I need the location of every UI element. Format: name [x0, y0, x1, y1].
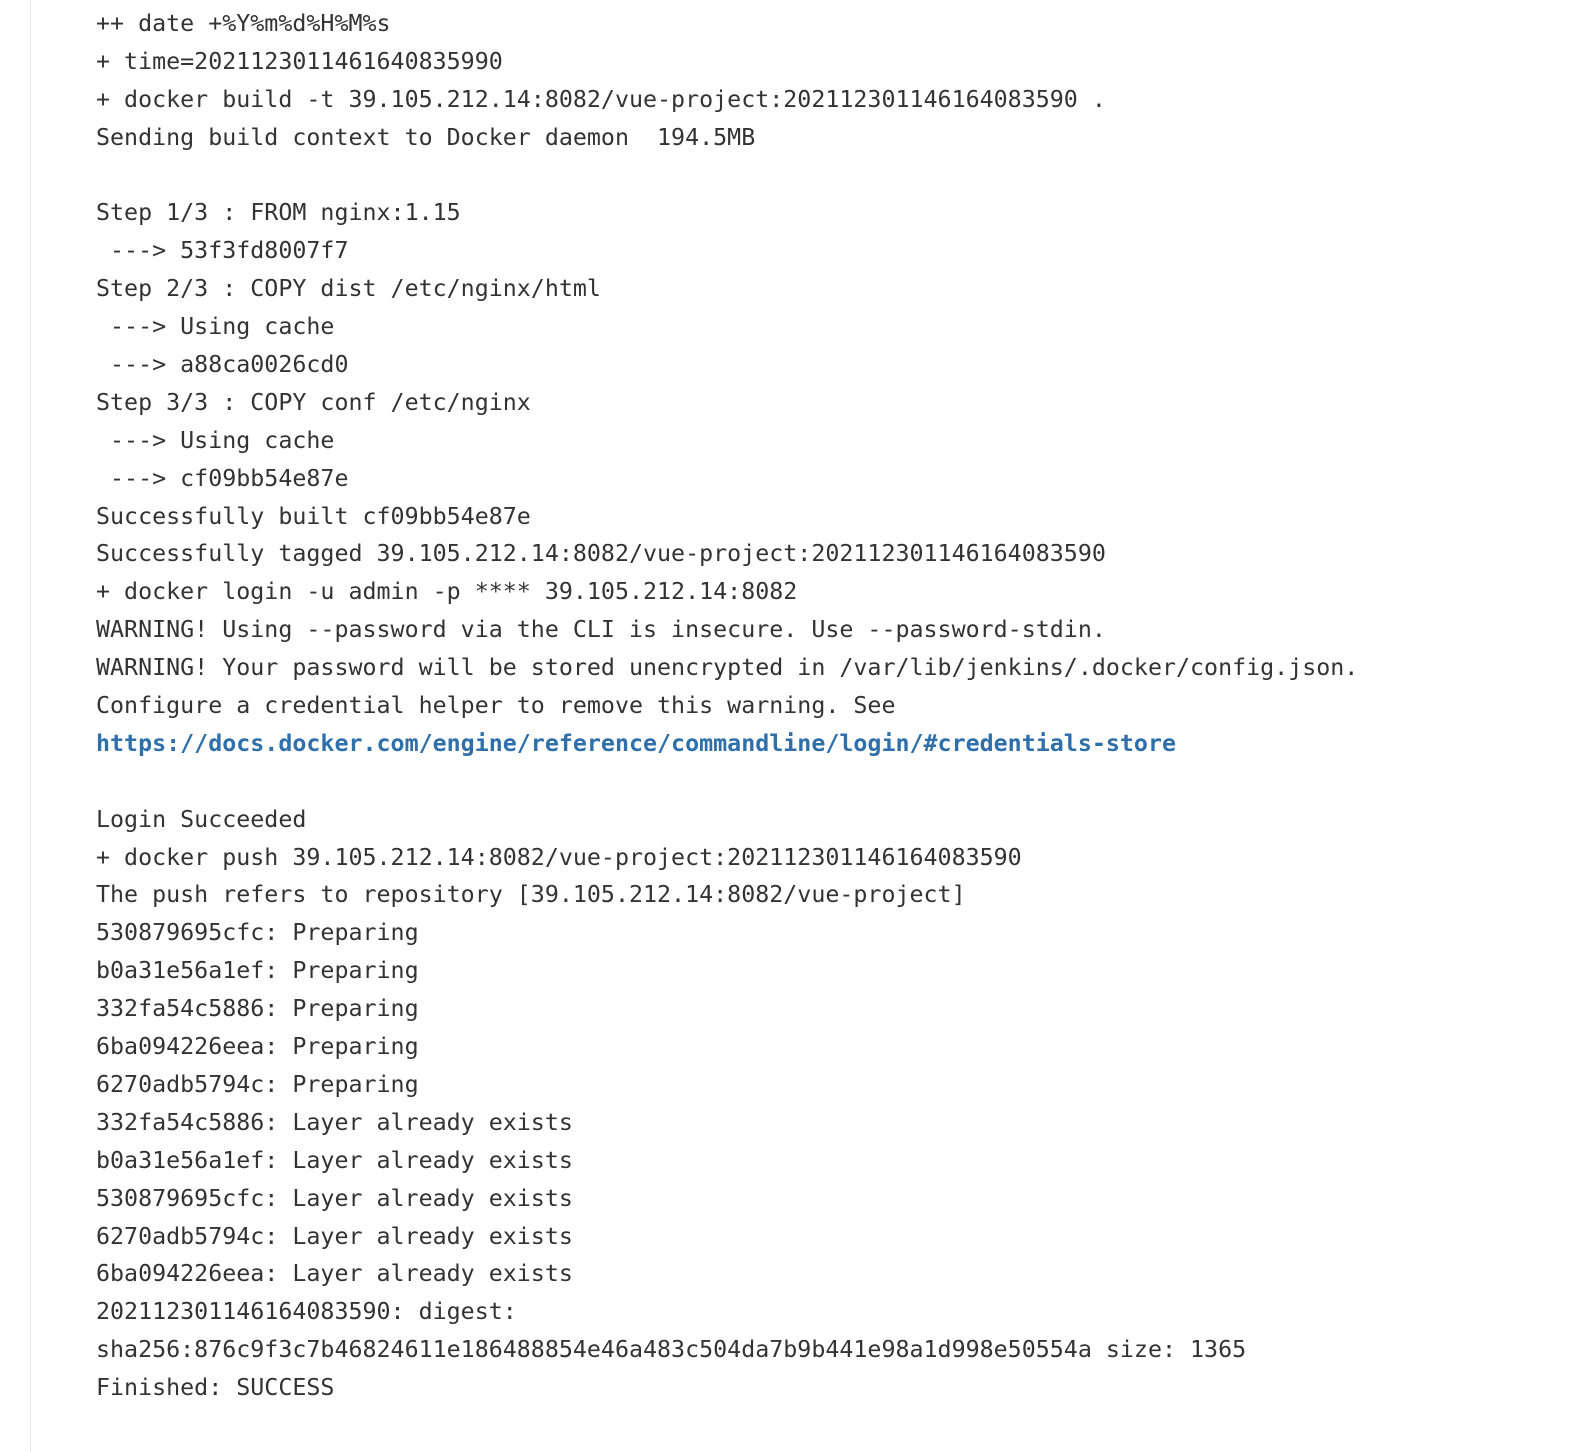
console-blank-line: [96, 763, 1358, 801]
console-line: + docker login -u admin -p **** 39.105.212.14:8082: [96, 578, 798, 606]
console-line: Successfully tagged 39.105.212.14:8082/vue-project:202112301146164083590: [96, 540, 1106, 568]
console-line: ++ date +%Y%m%d%H%M%s: [96, 10, 391, 37]
console-line: + docker push 39.105.212.14:8082/vue-project:202112301146164083590: [96, 843, 1022, 871]
console-line: ---> cf09bb54e87e: [96, 464, 349, 492]
console-line: sha256:876c9f3c7b46824611e186488854e46a483c504da7b9b441e98a1d998e50554a size: 1365: [96, 1336, 1247, 1364]
console-line: WARNING! Your password will be stored unencrypted in /var/lib/jenkins/.docker/config.json.: [96, 654, 1359, 682]
console-line: WARNING! Using --password via the CLI is insecure. Use --password-stdin.: [96, 616, 1106, 644]
console-line: 6ba094226eea: Layer already exists: [96, 1260, 573, 1288]
console-line: 332fa54c5886: Layer already exists: [96, 1108, 573, 1136]
console-line: Sending build context to Docker daemon 194.5MB: [96, 123, 756, 151]
console-line: 530879695cfc: Preparing: [96, 919, 419, 947]
console-line: b0a31e56a1ef: Preparing: [96, 957, 419, 985]
console-line: 202112301146164083590: digest:: [96, 1298, 517, 1326]
console-line: 6ba094226eea: Preparing: [96, 1033, 419, 1061]
console-line: Step 2/3 : COPY dist /etc/nginx/html: [96, 275, 601, 303]
console-line: ---> a88ca0026cd0: [96, 351, 349, 379]
console-line: + docker build -t 39.105.212.14:8082/vue-project:202112301146164083590 .: [96, 85, 1106, 113]
console-line: ---> Using cache: [96, 313, 335, 341]
console-line: Step 1/3 : FROM nginx:1.15: [96, 199, 461, 227]
console-line: 6270adb5794c: Preparing: [96, 1070, 419, 1098]
console-line: Successfully built cf09bb54e87e: [96, 502, 531, 530]
console-output: [96, 5, 1358, 1407]
console-line: Finished: SUCCESS: [96, 1374, 335, 1402]
console-line: Login Succeeded: [96, 805, 307, 833]
console-line: Step 3/3 : COPY conf /etc/nginx: [96, 388, 531, 416]
console-line: ---> Using cache: [96, 426, 335, 454]
console-line: The push refers to repository [39.105.212.14:8082/vue-project]: [96, 881, 966, 909]
left-divider: [30, 0, 31, 1452]
console-line: 6270adb5794c: Layer already exists: [96, 1222, 573, 1250]
console-line: + time=2021123011461640835990: [96, 47, 503, 75]
console-line: Configure a credential helper to remove this warning. See: [96, 692, 896, 720]
credentials-store-link[interactable]: https://docs.docker.com/engine/reference/commandline/login/#credentials-store: [96, 729, 1176, 757]
console-blank-line: [96, 157, 1358, 195]
console-line: ---> 53f3fd8007f7: [96, 237, 349, 265]
console-line: 530879695cfc: Layer already exists: [96, 1184, 573, 1212]
console-line: b0a31e56a1ef: Layer already exists: [96, 1146, 573, 1174]
console-line: 332fa54c5886: Preparing: [96, 995, 419, 1023]
